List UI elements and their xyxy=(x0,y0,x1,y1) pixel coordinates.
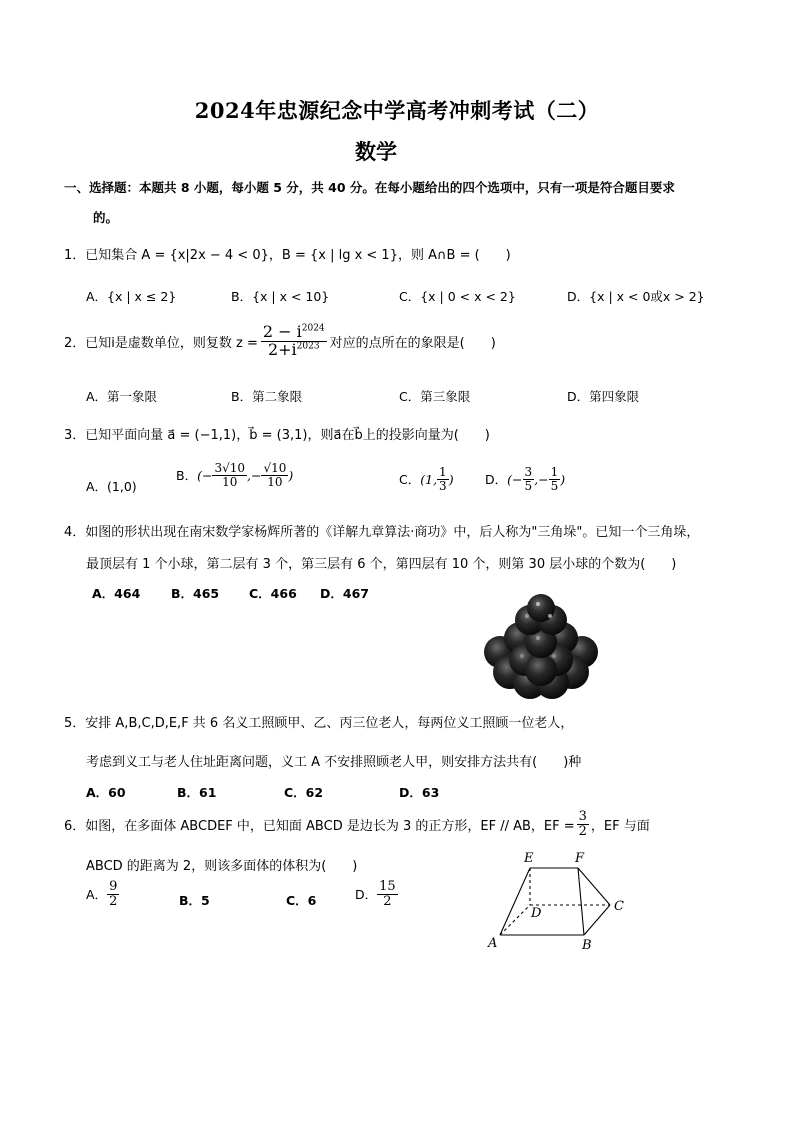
numerator-exponent: 2024 xyxy=(301,323,325,334)
q5-option-c: C．62 xyxy=(284,785,324,800)
question-number: 4． xyxy=(64,525,86,540)
question-stem: 已知集合 A = {x|2x − 4 < 0}，B = {x | lg x < 1}，则 A∩B = ( ) xyxy=(85,248,511,263)
q5-option-a: A．60 xyxy=(86,785,126,800)
question-stem-before: 已知i是虚数单位，则复数 z = xyxy=(85,335,258,351)
q5-option-b: B．61 xyxy=(177,785,217,800)
question-5-line1: 5．安排 A,B,C,D,E,F 共 6 名义工照顾甲、乙、丙三位老人，每两位义工照顾一位老人， xyxy=(64,716,574,731)
fraction: $\frac{3√10}{10}$ xyxy=(214,461,245,489)
q3-option-d: D． (− $\frac{3}{5}$ ,− $\frac{1}{5}$ ) xyxy=(485,465,566,493)
fraction: $\frac{15}{2}$ xyxy=(379,879,396,909)
q3-option-c: C． (1, $\frac{1}{3}$ ) xyxy=(399,465,454,493)
question-6-line1: 6． 如图，在多面体 ABCDEF 中，已知面 ABCD 是边长为 3 的正方形，EF // AB，EF = $\frac{3}{2}$ ，EF 与面 xyxy=(64,809,650,839)
q6-option-c: C．6 xyxy=(286,893,317,908)
subject-title: 数学 xyxy=(355,139,397,164)
q1-option-c: C．{x | 0 < x < 2} xyxy=(399,289,516,304)
edge-bc xyxy=(584,905,610,935)
label-f: F xyxy=(575,851,585,866)
question-4-line1: 4．如图的形状出现在南宋数学家杨辉所著的《详解九章算法·商功》中，后人称为"三角垛"。已知一个三角垛， xyxy=(64,525,700,540)
fraction: $\frac{3}{2}$ xyxy=(578,809,587,839)
question-4-line2: 最顶层有 1 个小球，第二层有 3 个，第三层有 6 个，第四层有 10 个，则第 30 层小球的个数为( ) xyxy=(86,557,677,572)
q4-option-c: C．466 xyxy=(249,586,297,601)
question-6-line2: ABCD 的距离为 2，则该多面体的体积为( ) xyxy=(86,859,358,874)
edge-fb xyxy=(578,868,584,935)
denominator: 2+i xyxy=(267,339,297,359)
q2-option-a: A．第一象限 xyxy=(86,389,158,404)
fraction: $\frac{9}{2}$ xyxy=(109,879,118,909)
question-5-line2: 考虑到义工与老人住址距离问题，义工 A 不安排照顾老人甲，则安排方法共有( )种 xyxy=(86,755,582,770)
denominator-exponent: 2023 xyxy=(296,341,320,352)
question-number: 6． xyxy=(64,818,86,834)
question-stem: 已知平面向量 a⃗ = (−1,1)，b⃗ = (3,1)，则a⃗在b⃗上的投影向量为( ) xyxy=(85,428,490,443)
question-number: 1． xyxy=(64,248,86,263)
label-c: C xyxy=(614,899,624,914)
complex-fraction xyxy=(261,324,327,359)
q1-option-d: D．{x | x < 0或x > 2} xyxy=(567,289,705,304)
label-d: D xyxy=(531,906,542,921)
label-e: E xyxy=(524,851,534,866)
q2-option-b: B．第二象限 xyxy=(231,389,303,404)
q6-option-b: B．5 xyxy=(179,893,210,908)
q1-option-a: A．{x | x ≤ 2} xyxy=(86,289,177,304)
question-1 xyxy=(64,244,511,263)
fraction: $\frac{1}{3}$ xyxy=(439,465,447,493)
q3-option-a: A．(1,0) xyxy=(86,479,137,494)
question-stem-after: 对应的点所在的象限是( ) xyxy=(329,335,496,351)
section-heading-line1: 一、选择题：本题共 8 小题，每小题 5 分，共 40 分。在每小题给出的四个选项中，只有一项是符合题目要求 xyxy=(64,180,675,195)
question-number: 3． xyxy=(64,428,86,443)
triangular-pile-image xyxy=(480,590,605,705)
q3-option-b: B． (− $\frac{3√10}{10}$ ,− $\frac{√10}{10}$ ) xyxy=(176,461,294,489)
label-a: A xyxy=(488,936,498,951)
edge-ad xyxy=(500,905,530,935)
fraction: $\frac{1}{5}$ xyxy=(550,465,559,493)
polyhedron-figure xyxy=(480,845,640,955)
edge-ae xyxy=(500,868,530,935)
page-title: 2024年忠源纪念中学高考冲刺考试（二） xyxy=(194,98,600,123)
question-number: 2． xyxy=(64,335,86,351)
question-number: 5． xyxy=(64,716,86,731)
q2-option-d: D．第四象限 xyxy=(567,389,640,404)
fraction: $\frac{3}{5}$ xyxy=(524,465,533,493)
fraction: $\frac{√10}{10}$ xyxy=(263,461,287,489)
q1-option-b: B．{x | x < 10} xyxy=(231,289,330,304)
q6-option-a: A． $\frac{9}{2}$ xyxy=(86,879,118,909)
q4-option-b: B．465 xyxy=(171,586,220,601)
question-3 xyxy=(64,424,490,443)
q2-option-c: C．第三象限 xyxy=(399,389,471,404)
label-b: B xyxy=(582,938,592,953)
q4-option-a: A．464 xyxy=(92,586,141,601)
q4-option-d: D．467 xyxy=(320,586,369,601)
q5-option-d: D．63 xyxy=(399,785,440,800)
numerator: 2 − i xyxy=(262,322,302,341)
section-heading-line2: 的。 xyxy=(93,210,119,225)
edge-fc xyxy=(578,868,610,905)
question-2 xyxy=(64,324,496,359)
q6-option-d: D． $\frac{15}{2}$ xyxy=(355,879,396,909)
